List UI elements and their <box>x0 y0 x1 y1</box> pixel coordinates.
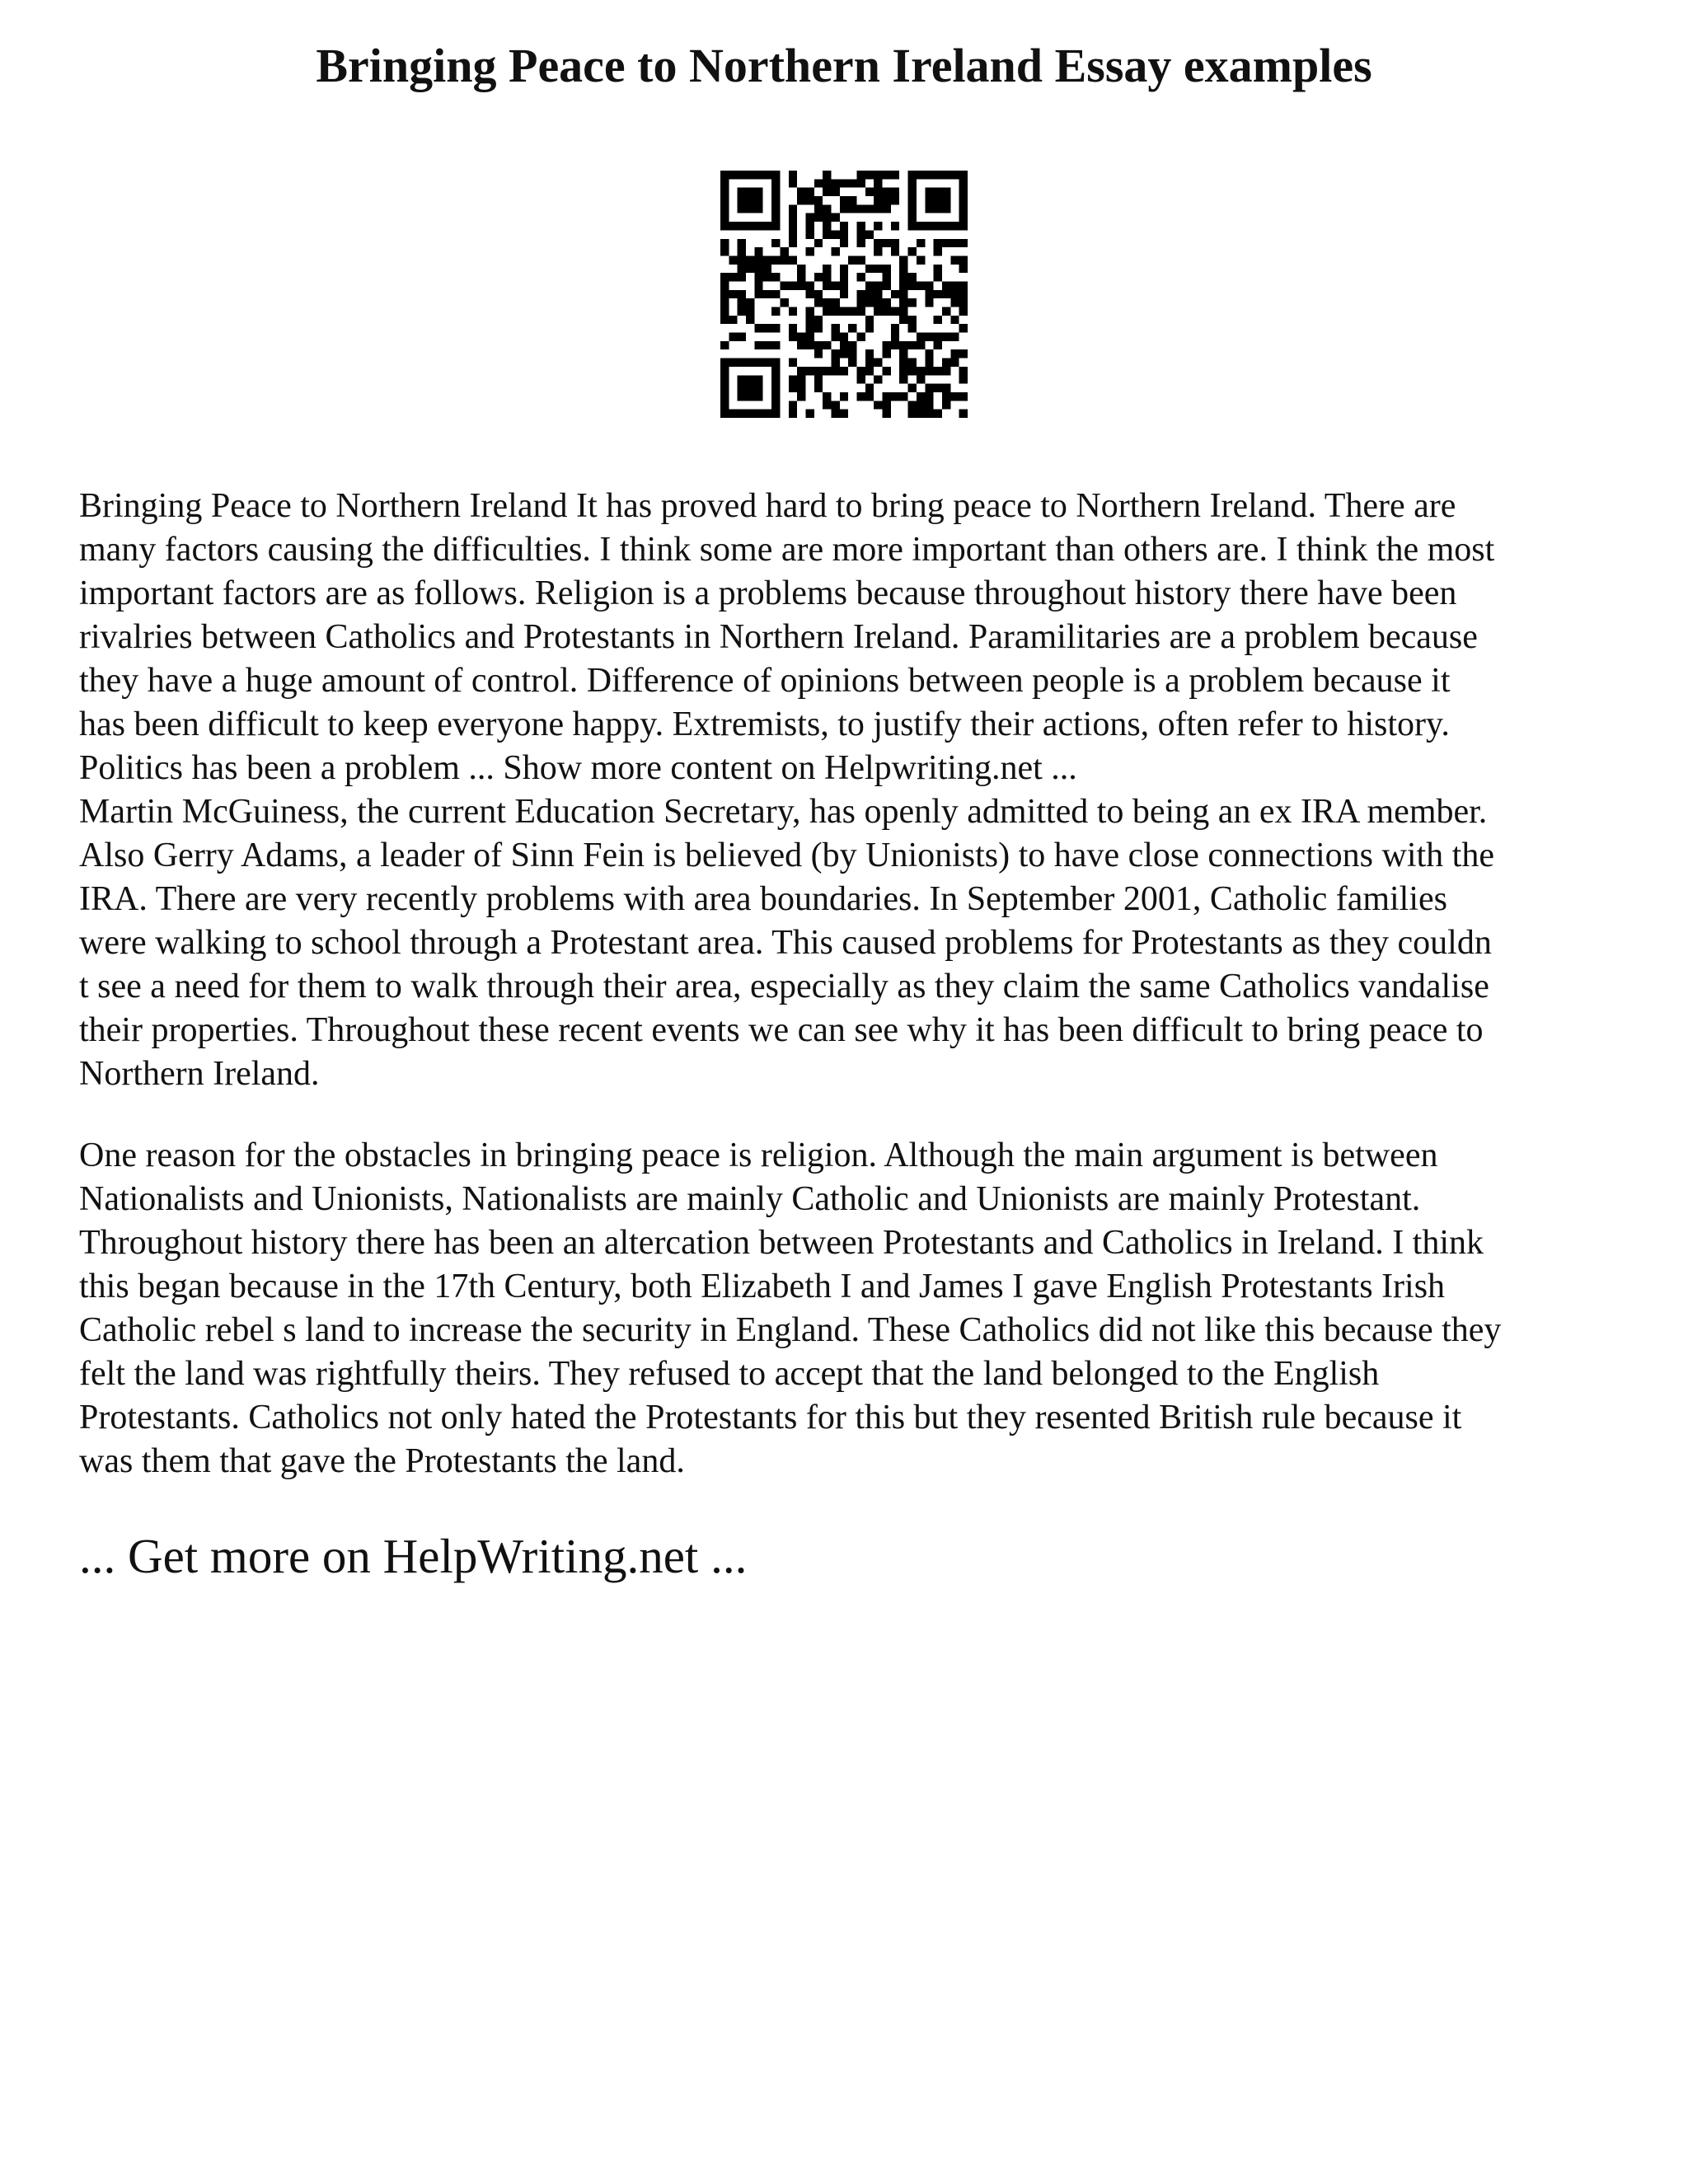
essay-paragraph: Bringing Peace to Northern Ireland It has proved hard to bring peace to Northern Ireland. There are many factors causing the difficulties. I think some are more important than others are. I think the most important factors are as follows. Religion is a problems because throughout history there have been rivalries between Catholics and Protestants in Northern Ireland. Paramilitaries are a problem because they have a huge amount of control. Difference of opinions between people is a problem because it has been difficult to keep everyone happy. Extremists, to justify their actions, often refer to history. Politics has been a problem ... Show more content on Helpwriting.net ... Martin McGuiness, the current Education Secretary, has openly admitted to being an ex IRA member. Also Gerry Adams, a leader of Sinn Fein is believed (by Unionists) to have close connections with the IRA. There are very recently problems with area boundaries. In September 2001, Catholic families were walking to school through a Protestant area. This caused problems for Protestants as they couldn t see a need for them to walk through their area, especially as they claim the same Catholics vandalise their properties. Throughout these recent events we can see why it has been difficult to bring peace to Northern Ireland. <box>79 487 1495 1093</box>
page-title: Bringing Peace to Northern Ireland Essay examples <box>316 39 1372 92</box>
get-more-link[interactable]: ... Get more on HelpWriting.net ... <box>79 1529 748 1583</box>
essay-paragraph: One reason for the obstacles in bringing peace is religion. Although the main argument is between Nationalists and Unionists, Nationalists are mainly Catholic and Unionists are mainly Protestant. Throughout history there has been an altercation between Protestants and Catholics in Ireland. I think this began because in the 17th Century, both Elizabeth I and James I gave English Protestants Irish Catholic rebel s land to increase the security in England. These Catholics did not like this because they felt the land was rightfully theirs. They refused to accept that the land belonged to the English Protestants. Catholics not only hated the Protestants for this but they resented British rule because it was them that gave the Protestants the land. <box>79 1137 1502 1480</box>
qr-code-icon <box>720 171 968 418</box>
qr-code-graphic <box>720 171 968 418</box>
